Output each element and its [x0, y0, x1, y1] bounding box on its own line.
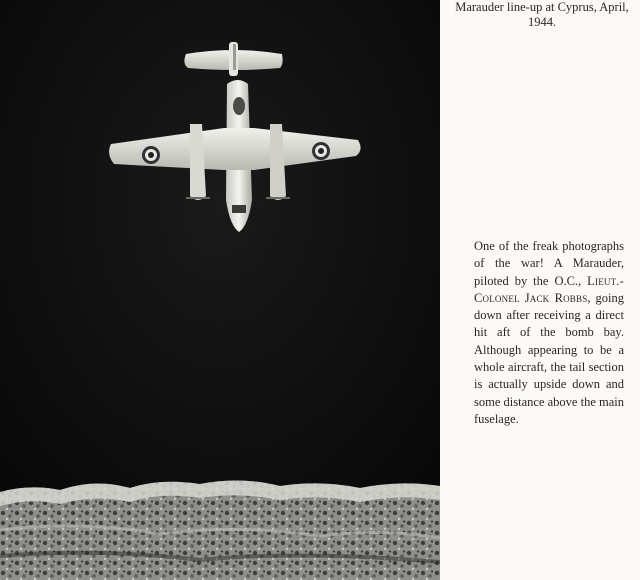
caption-text-part2: , going down after receiving a direct hit aft of the bomb bay. Although appearing to be a whole aircraft, the tail section is actually upside down and some distance above the main fuselage. [474, 290, 624, 426]
propeller-right [266, 197, 290, 199]
caption-text-part1: One of the freak photographs of the war! A Marauder, piloted by the O.C., [474, 239, 624, 288]
previous-photo-caption: Marauder line-up at Cyprus, April, 1944. [455, 0, 629, 29]
photo-caption [474, 238, 624, 428]
propeller-left [186, 197, 210, 199]
roundel-right [312, 142, 330, 160]
coastline [0, 480, 440, 580]
roundel-left [142, 146, 160, 164]
pilot-name: Jack Robbs [524, 290, 588, 305]
pilot-rank: Lieut.-Colonel [474, 273, 624, 305]
